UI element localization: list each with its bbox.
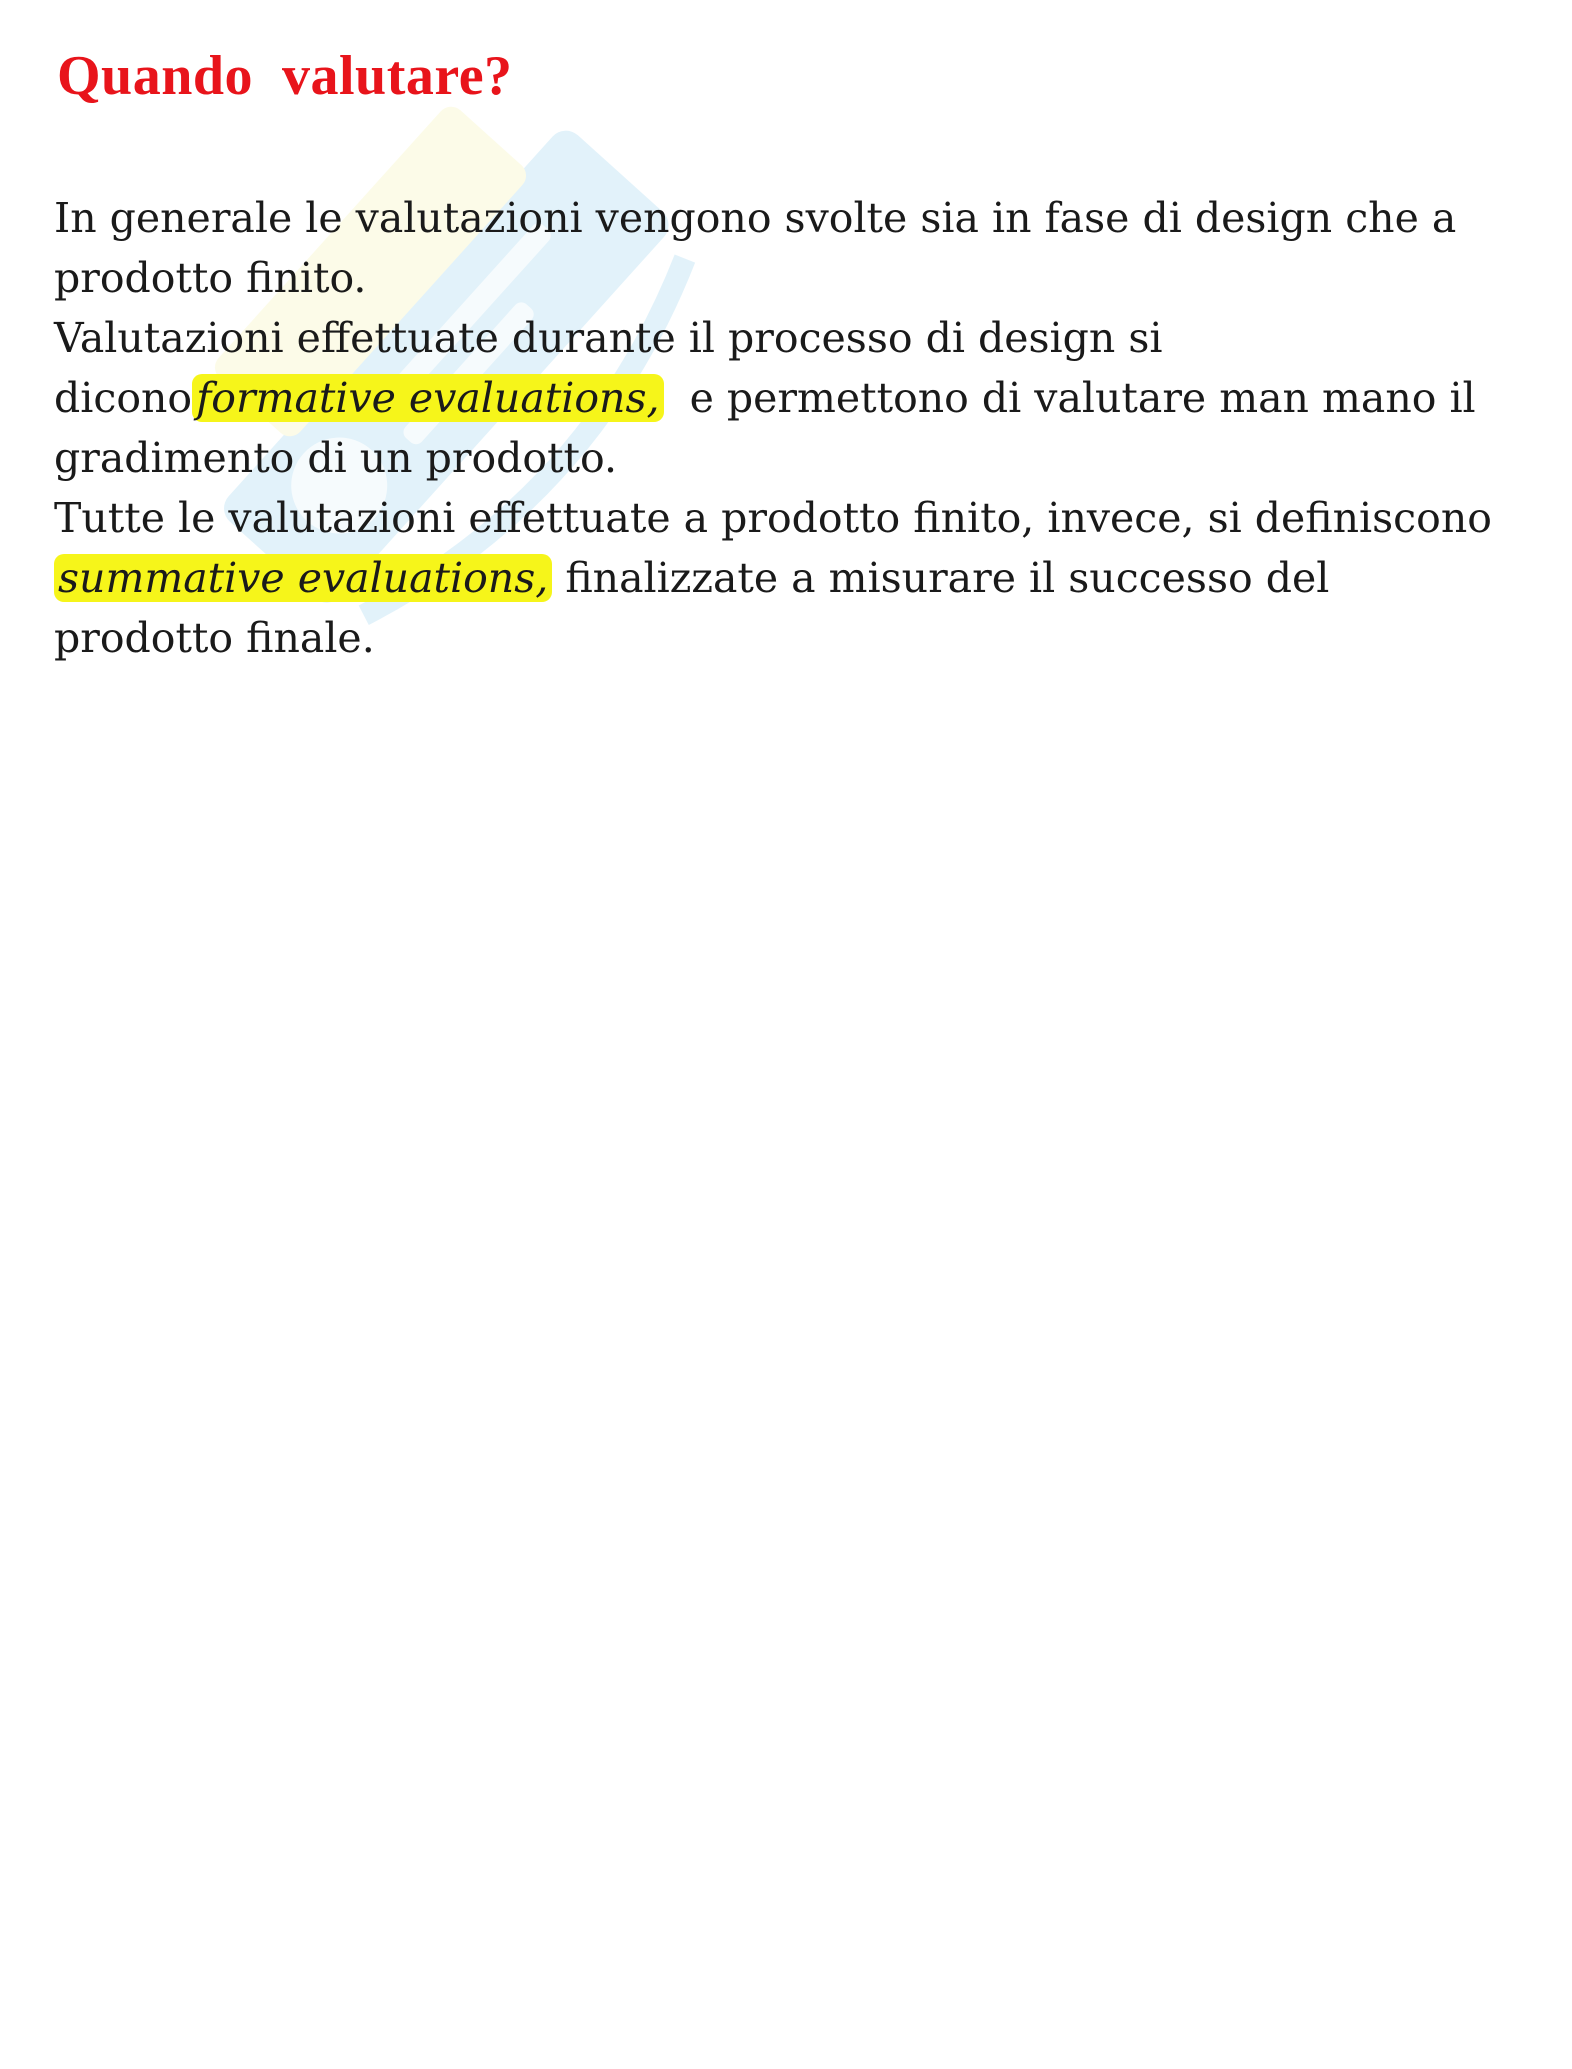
paragraph-1-text: In generale le valutazioni vengono svolte sia in fase di design che a prodotto finito.: [54, 194, 1457, 302]
paragraph-2-text-before: Valutazioni effettuate durante il processo di design si dicono: [54, 314, 1163, 422]
page-title: Quando valutare?: [57, 45, 513, 107]
highlight-formative-evaluations: formative evaluations,: [192, 374, 663, 422]
paragraph-2-text-after: e permettono di valutare man mano il gradimento di un prodotto.: [54, 374, 1489, 482]
paragraph-3-text-after: finalizzate a misurare il successo del prodotto finale.: [54, 554, 1343, 662]
paragraph-2: [54, 308, 1514, 488]
body-text: [54, 188, 1514, 668]
highlight-summative-evaluations: summative evaluations,: [54, 554, 552, 602]
paragraph-3: [54, 488, 1514, 668]
paragraph-1: [54, 188, 1514, 308]
paragraph-3-text-before: Tutte le valutazioni effettuate a prodotto finito, invece, si definiscono: [54, 494, 1492, 542]
